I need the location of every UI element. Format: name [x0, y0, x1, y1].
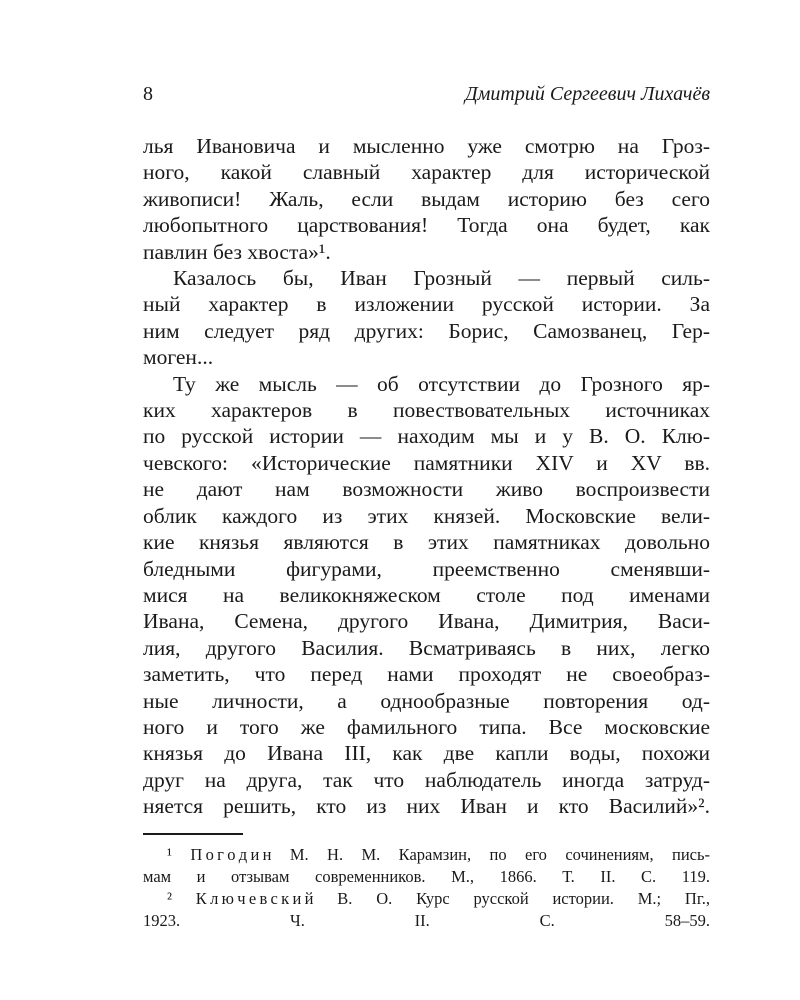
text-line: моген... — [143, 345, 214, 370]
text-line: любопытного царствования! Тогда она будет, как — [143, 213, 710, 238]
text-line: по русской истории — находим мы и у В. О. Клю- — [143, 424, 710, 449]
text-line: няется решить, кто из них Иван и кто Василий»². — [143, 794, 710, 819]
text-line: Ивана, Семена, другого Ивана, Димитрия, Васи- — [143, 609, 710, 634]
text-line: Ту же мысль — об отсутствии до Грозного яр- — [173, 371, 710, 396]
page-number: 8 — [143, 83, 153, 105]
text-line: павлин без хвоста»¹. — [143, 239, 331, 264]
text-line: лия, другого Василия. Всматриваясь в них, легко — [143, 635, 710, 660]
text-line: Казалось бы, Иван Грозный — первый силь- — [173, 266, 710, 291]
text-line: мися на великокняжеском столе под именами — [143, 582, 710, 607]
page-header — [143, 82, 710, 106]
footnote-line: ² К л ю ч е в с к и й В. О. Курс русской истории. М.; Пг., — [167, 888, 710, 908]
text-line: облик каждого из этих князей. Московские вели- — [143, 503, 710, 528]
body-text — [143, 133, 710, 820]
footnotes-section — [143, 844, 710, 932]
text-line: князья до Ивана III, как две капли воды, похожи — [143, 741, 710, 766]
book-page — [143, 82, 710, 932]
footnote-line: ¹ П о г о д и н М. Н. М. Карамзин, по его сочинениям, пись- — [167, 844, 710, 864]
text-line: ного и того же фамильного типа. Все московские — [143, 714, 710, 739]
text-line: бледными фигурами, преемственно сменявши- — [143, 556, 710, 581]
running-header-author: Дмитрий Сергеевич Лихачёв — [464, 83, 710, 105]
text-line: лья Ивановича и мысленно уже смотрю на Гроз- — [143, 134, 710, 158]
footnote-line: 1923. Ч. II. С. 58–59. — [143, 910, 710, 930]
text-line: чевского: «Исторические памятники XIV и XV вв. — [143, 450, 710, 475]
text-line: ним следует ряд других: Борис, Самозванец, Гер- — [143, 318, 710, 343]
text-line: друг на друга, так что наблюдатель иногда затруд- — [143, 767, 710, 792]
text-line: заметить, что перед нами проходят не своеобраз- — [143, 662, 710, 687]
text-line: живописи! Жаль, если выдам историю без сего — [143, 186, 710, 211]
text-line: ный характер в изложении русской истории. За — [143, 292, 710, 317]
footnote-line: мам и отзывам современников. М., 1866. Т. II. С. 119. — [143, 866, 710, 886]
text-line: не дают нам возможности живо воспроизвести — [143, 477, 710, 502]
text-line: ного, какой славный характер для исторической — [143, 160, 710, 185]
text-line: кие князья являются в этих памятниках довольно — [143, 530, 710, 555]
text-line: ные личности, а однообразные повторения од- — [143, 688, 710, 713]
footnote-separator-rule — [143, 833, 243, 835]
text-line: ких характеров в повествовательных источниках — [143, 398, 710, 423]
